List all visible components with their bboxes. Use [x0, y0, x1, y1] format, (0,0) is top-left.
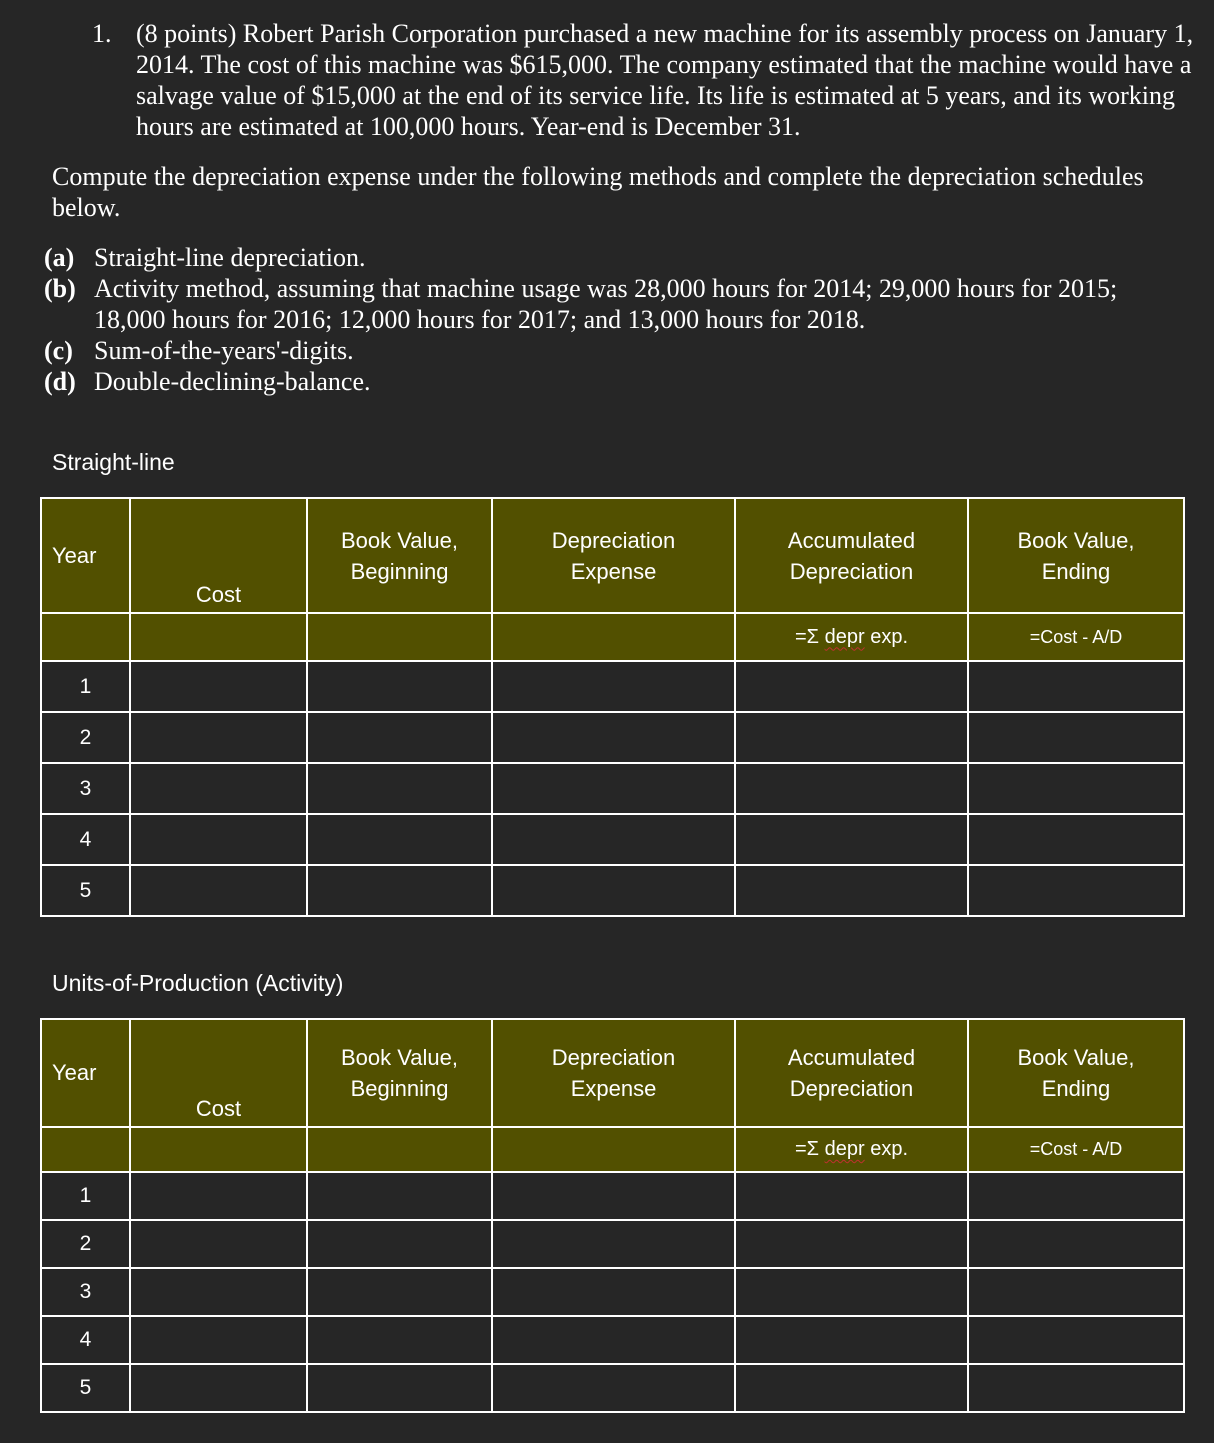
formula-cell: [130, 1127, 307, 1172]
year-cell: 4: [41, 1316, 130, 1364]
bv-end-cell[interactable]: [968, 1364, 1184, 1412]
accum-depr-cell[interactable]: [735, 814, 968, 865]
accum-depr-cell[interactable]: [735, 763, 968, 814]
part-text: Straight-line depreciation.: [94, 243, 366, 272]
units-of-production-title: Units-of-Production (Activity): [52, 970, 344, 996]
bv-begin-cell[interactable]: [307, 1172, 492, 1220]
part-label: (c): [44, 336, 73, 365]
bv-end-cell[interactable]: [968, 814, 1184, 865]
bv-begin-cell[interactable]: [307, 1268, 492, 1316]
cost-cell[interactable]: [130, 1364, 307, 1412]
bv-begin-cell[interactable]: [307, 1220, 492, 1268]
cost-cell[interactable]: [130, 661, 307, 712]
accum-depr-cell[interactable]: [735, 1172, 968, 1220]
accum-depr-cell[interactable]: [735, 1316, 968, 1364]
straight-line-title: Straight-line: [52, 449, 175, 475]
depr-exp-cell[interactable]: [492, 1268, 735, 1316]
table-row: [41, 763, 1184, 814]
bv-end-cell[interactable]: [968, 1316, 1184, 1364]
accumulated-depreciation-header: Accumulated Depreciation: [735, 498, 968, 613]
formula-cell: [130, 613, 307, 661]
book-value-ending-header: Book Value, Ending: [968, 498, 1184, 613]
bv-begin-cell[interactable]: [307, 1364, 492, 1412]
year-cell: 3: [41, 763, 130, 814]
units-of-production-schedule: [40, 1018, 1185, 1413]
problem-text: (8 points) Robert Parish Corporation purchased a new machine for its assembly process on January 1, 2014. The cost of this machine was $615,000. The company estimated that the machine would have a salvage value of $15,000 at the end of its service life. Its life is estimated at 5 years, and its working hours are estimated at 100,000 hours. Year-end is December 31.: [136, 19, 1194, 141]
bv-begin-cell[interactable]: [307, 865, 492, 916]
problem-number: 1.: [92, 19, 112, 48]
accum-depr-cell[interactable]: [735, 1220, 968, 1268]
depr-exp-cell[interactable]: [492, 1220, 735, 1268]
depr-exp-cell[interactable]: [492, 661, 735, 712]
parts-list: [44, 242, 1194, 397]
bv-begin-cell[interactable]: [307, 763, 492, 814]
formula-cell: [307, 1127, 492, 1172]
book-value-ending-header: Book Value, Ending: [968, 1019, 1184, 1127]
part-d: [44, 366, 1194, 397]
part-text: Double-declining-balance.: [94, 367, 371, 396]
depr-exp-cell[interactable]: [492, 865, 735, 916]
part-label: (d): [44, 367, 76, 396]
bv-end-cell[interactable]: [968, 1220, 1184, 1268]
table-row: [41, 1316, 1184, 1364]
cost-cell[interactable]: [130, 865, 307, 916]
bv-end-cell[interactable]: [968, 865, 1184, 916]
table-row: [41, 712, 1184, 763]
formula-row: [41, 613, 1184, 661]
year-header: Year: [41, 498, 130, 613]
table-row: [41, 1220, 1184, 1268]
part-text: Activity method, assuming that machine usage was 28,000 hours for 2014; 29,000 hours for 2015; 18,000 hours for 2016; 12,000 hours for 2017; and 13,000 hours for 2018.: [94, 274, 1118, 334]
header-row: [41, 1019, 1184, 1127]
formula-cell: [492, 613, 735, 661]
year-cell: 5: [41, 1364, 130, 1412]
accum-depr-cell[interactable]: [735, 1364, 968, 1412]
year-cell: 3: [41, 1268, 130, 1316]
bv-end-cell[interactable]: [968, 661, 1184, 712]
part-a: [44, 242, 1194, 273]
book-value-ending-formula: =Cost - A/D: [968, 1127, 1184, 1172]
cost-cell[interactable]: [130, 763, 307, 814]
accum-depr-cell[interactable]: [735, 865, 968, 916]
year-cell: 5: [41, 865, 130, 916]
bv-end-cell[interactable]: [968, 1172, 1184, 1220]
part-text: Sum-of-the-years'-digits.: [94, 336, 354, 365]
year-cell: 1: [41, 1172, 130, 1220]
table-row: [41, 865, 1184, 916]
bv-begin-cell[interactable]: [307, 1316, 492, 1364]
accum-depr-cell[interactable]: [735, 712, 968, 763]
part-b: [44, 273, 1194, 335]
table-row: [41, 1268, 1184, 1316]
table-row: [41, 661, 1184, 712]
bv-end-cell[interactable]: [968, 712, 1184, 763]
accumulated-formula: =Σ depr exp.: [735, 1127, 968, 1172]
table-row: [41, 814, 1184, 865]
formula-cell: [41, 1127, 130, 1172]
depr-exp-cell[interactable]: [492, 763, 735, 814]
depr-exp-cell[interactable]: [492, 814, 735, 865]
accumulated-depreciation-header: Accumulated Depreciation: [735, 1019, 968, 1127]
table-row: [41, 1364, 1184, 1412]
depreciation-expense-header: Depreciation Expense: [492, 1019, 735, 1127]
formula-cell: [307, 613, 492, 661]
accum-depr-cell[interactable]: [735, 1268, 968, 1316]
part-c: [44, 335, 1194, 366]
table-row: [41, 1172, 1184, 1220]
year-cell: 1: [41, 661, 130, 712]
bv-begin-cell[interactable]: [307, 661, 492, 712]
problem-statement: [92, 18, 1202, 142]
formula-cell: [492, 1127, 735, 1172]
part-label: (b): [44, 274, 76, 303]
year-header: Year: [41, 1019, 130, 1127]
depr-exp-cell[interactable]: [492, 1172, 735, 1220]
part-label: (a): [44, 243, 75, 272]
cost-cell[interactable]: [130, 1268, 307, 1316]
book-value-beginning-header: Book Value, Beginning: [307, 1019, 492, 1127]
year-cell: 2: [41, 1220, 130, 1268]
formula-cell: [41, 613, 130, 661]
book-value-ending-formula: =Cost - A/D: [968, 613, 1184, 661]
depr-exp-cell[interactable]: [492, 1364, 735, 1412]
bv-end-cell[interactable]: [968, 763, 1184, 814]
depreciation-expense-header: Depreciation Expense: [492, 498, 735, 613]
accum-depr-cell[interactable]: [735, 661, 968, 712]
instruction-text: Compute the depreciation expense under the following methods and complete the depreciation schedules below.: [52, 162, 1144, 222]
straight-line-schedule: [40, 497, 1185, 917]
bv-begin-cell[interactable]: [307, 814, 492, 865]
accumulated-formula: =Σ depr exp.: [735, 613, 968, 661]
bv-begin-cell[interactable]: [307, 712, 492, 763]
cost-header: Cost: [130, 498, 307, 613]
cost-cell[interactable]: [130, 814, 307, 865]
book-value-beginning-header: Book Value, Beginning: [307, 498, 492, 613]
cost-cell[interactable]: [130, 1220, 307, 1268]
year-cell: 4: [41, 814, 130, 865]
formula-row: [41, 1127, 1184, 1172]
year-cell: 2: [41, 712, 130, 763]
depr-exp-cell[interactable]: [492, 1316, 735, 1364]
header-row: [41, 498, 1184, 613]
depr-exp-cell[interactable]: [492, 712, 735, 763]
cost-cell[interactable]: [130, 1316, 307, 1364]
cost-cell[interactable]: [130, 712, 307, 763]
bv-end-cell[interactable]: [968, 1268, 1184, 1316]
cost-cell[interactable]: [130, 1172, 307, 1220]
cost-header: Cost: [130, 1019, 307, 1127]
